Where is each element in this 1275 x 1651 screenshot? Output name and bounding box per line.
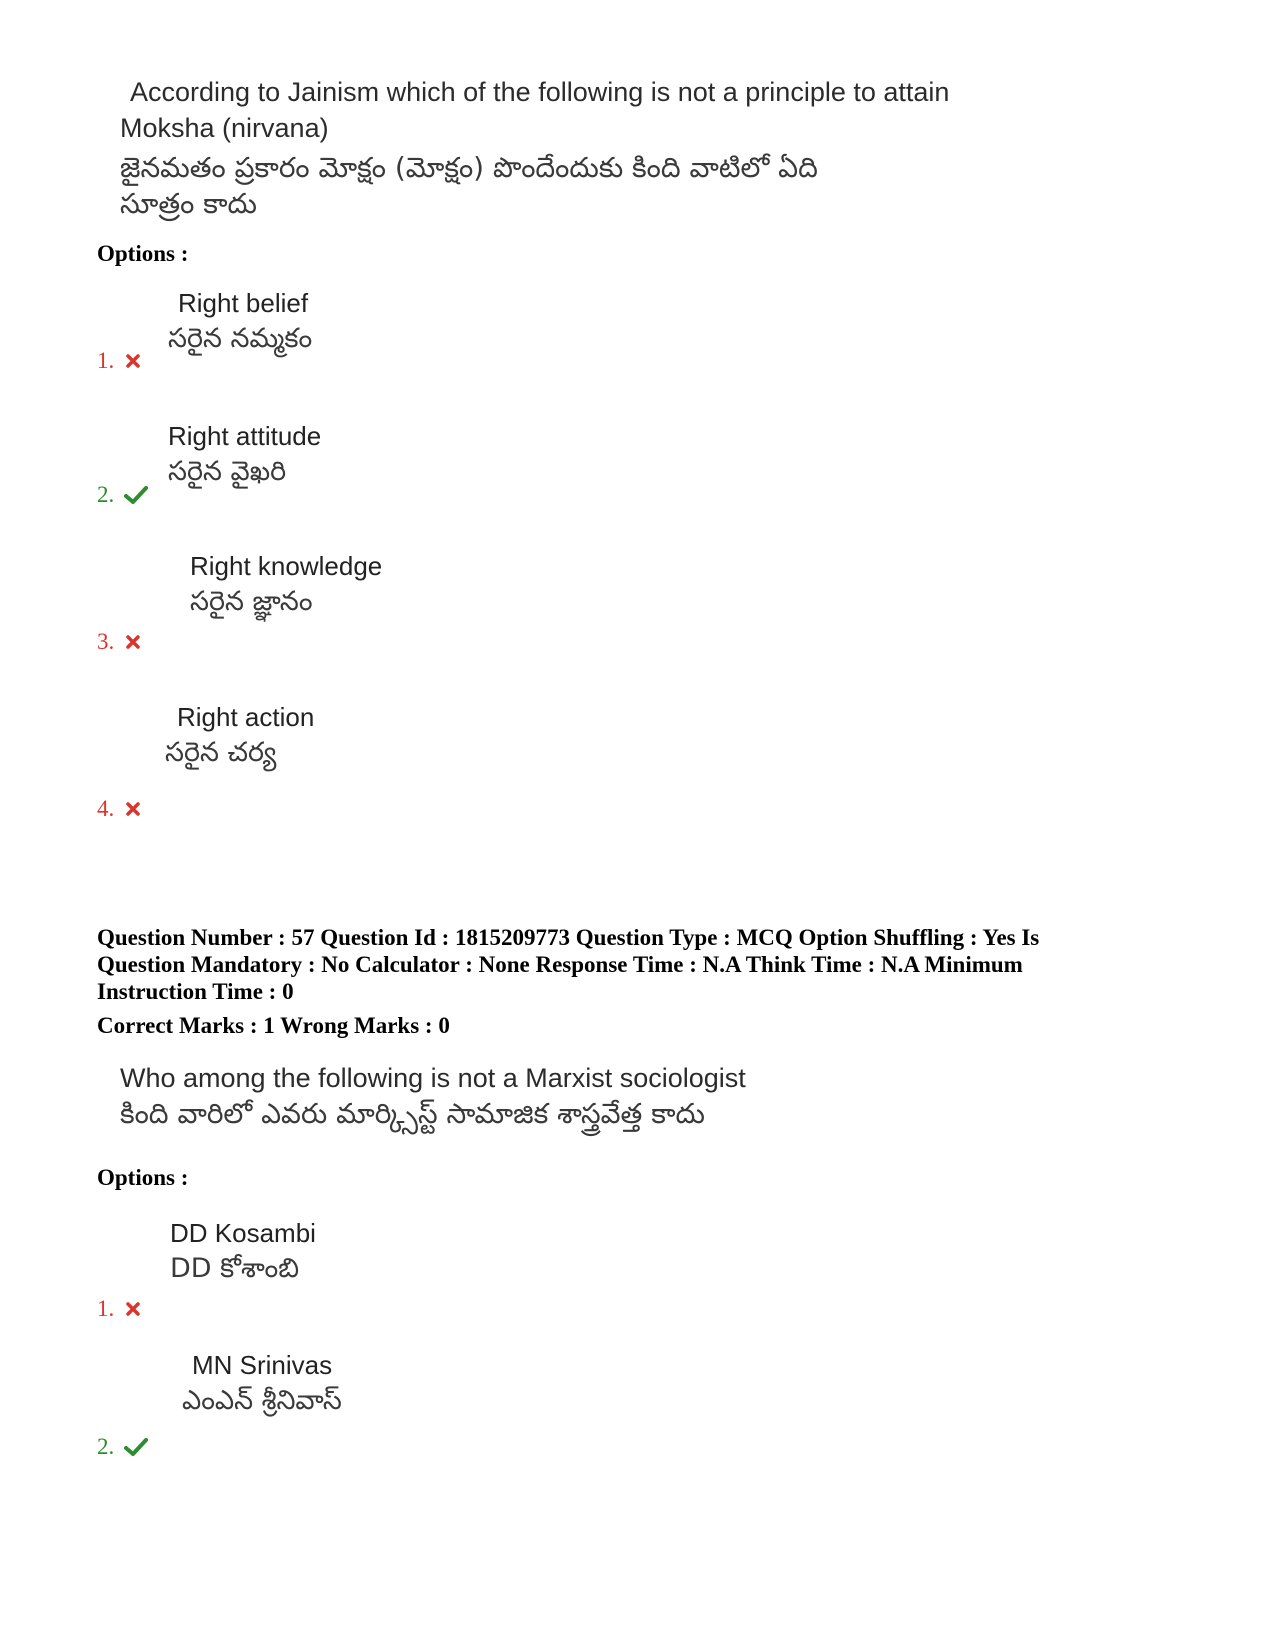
question-56-text-en-2: Moksha (nirvana)	[120, 113, 329, 143]
q57-option-1-marker	[97, 1296, 142, 1322]
q57-option-2-marker	[97, 1434, 148, 1460]
q56-option-2-number: 2.	[97, 482, 115, 507]
q56-option-4-te: సరైన చర్య	[165, 737, 277, 768]
q56-option-2-en: Right attitude	[168, 421, 322, 451]
q56-option-3-marker	[97, 629, 142, 655]
check-icon	[124, 485, 148, 505]
question-56-text	[120, 74, 949, 222]
q57-option-2-text	[182, 1347, 342, 1419]
q56-option-1-en: Right belief	[178, 288, 309, 318]
cross-icon	[124, 352, 142, 370]
q57-option-1-text	[170, 1215, 316, 1287]
cross-icon	[124, 800, 142, 818]
question-56-text-te-1: జైనమతం ప్రకారం మోక్షం (మోక్షం) పొందేందుకు కింది వాటిలో ఏది	[120, 151, 818, 184]
q56-option-4-number: 4.	[97, 796, 115, 821]
q56-option-4-text	[165, 699, 314, 771]
question-57-text-en: Who among the following is not a Marxist sociologist	[120, 1063, 746, 1093]
options-label-57: Options :	[97, 1165, 189, 1190]
q56-option-1-te: సరైన నమ్మకం	[168, 323, 313, 354]
cross-icon	[124, 633, 142, 651]
q57-option-1-en: DD Kosambi	[170, 1218, 316, 1248]
q56-option-1-marker	[97, 348, 142, 374]
q56-option-2-marker	[97, 482, 148, 508]
question-57-marks: Correct Marks : 1 Wrong Marks : 0	[97, 1013, 450, 1038]
cross-icon	[124, 1300, 142, 1318]
q56-option-3-en: Right knowledge	[190, 551, 383, 581]
q56-option-4-en: Right action	[177, 702, 315, 732]
q56-option-4-marker	[97, 796, 142, 822]
q56-option-3-te: సరైన జ్ఞానం	[190, 586, 313, 617]
question-56-text-en-1: According to Jainism which of the following is not a principle to attain	[130, 77, 950, 107]
q56-option-2-te: సరైన వైఖరి	[168, 456, 287, 487]
q57-option-2-te: ఎంఎన్ శ్రీనివాస్	[182, 1385, 342, 1416]
q57-option-2-number: 2.	[97, 1434, 115, 1459]
question-56-text-te-2: సూత్రం కాదు	[120, 187, 257, 220]
question-57-meta: Question Number : 57 Question Id : 1815209773 Question Type : MCQ Option Shuffling : Yes Is Question Mandatory : No Calculator : None Response Time : N.A Think Time : N.A Minimum Instruction Time : 0	[97, 925, 1040, 1004]
q56-option-3-number: 3.	[97, 629, 115, 654]
options-label-56: Options :	[97, 241, 189, 266]
q57-option-1-number: 1.	[97, 1296, 115, 1321]
check-icon	[124, 1437, 148, 1457]
q57-option-1-te: DD కోశాంబి	[170, 1253, 300, 1284]
q56-option-1-text	[168, 285, 312, 357]
q56-option-1-number: 1.	[97, 348, 115, 373]
q56-option-2-text	[168, 418, 321, 490]
q56-option-3-text	[190, 548, 382, 620]
question-57-text-te: కింది వారిలో ఎవరు మార్క్సిస్ట్ సామాజిక శాస్త్రవేత్త కాదు	[120, 1097, 705, 1130]
q57-option-2-en: MN Srinivas	[192, 1350, 333, 1380]
question-57-text	[120, 1060, 746, 1132]
